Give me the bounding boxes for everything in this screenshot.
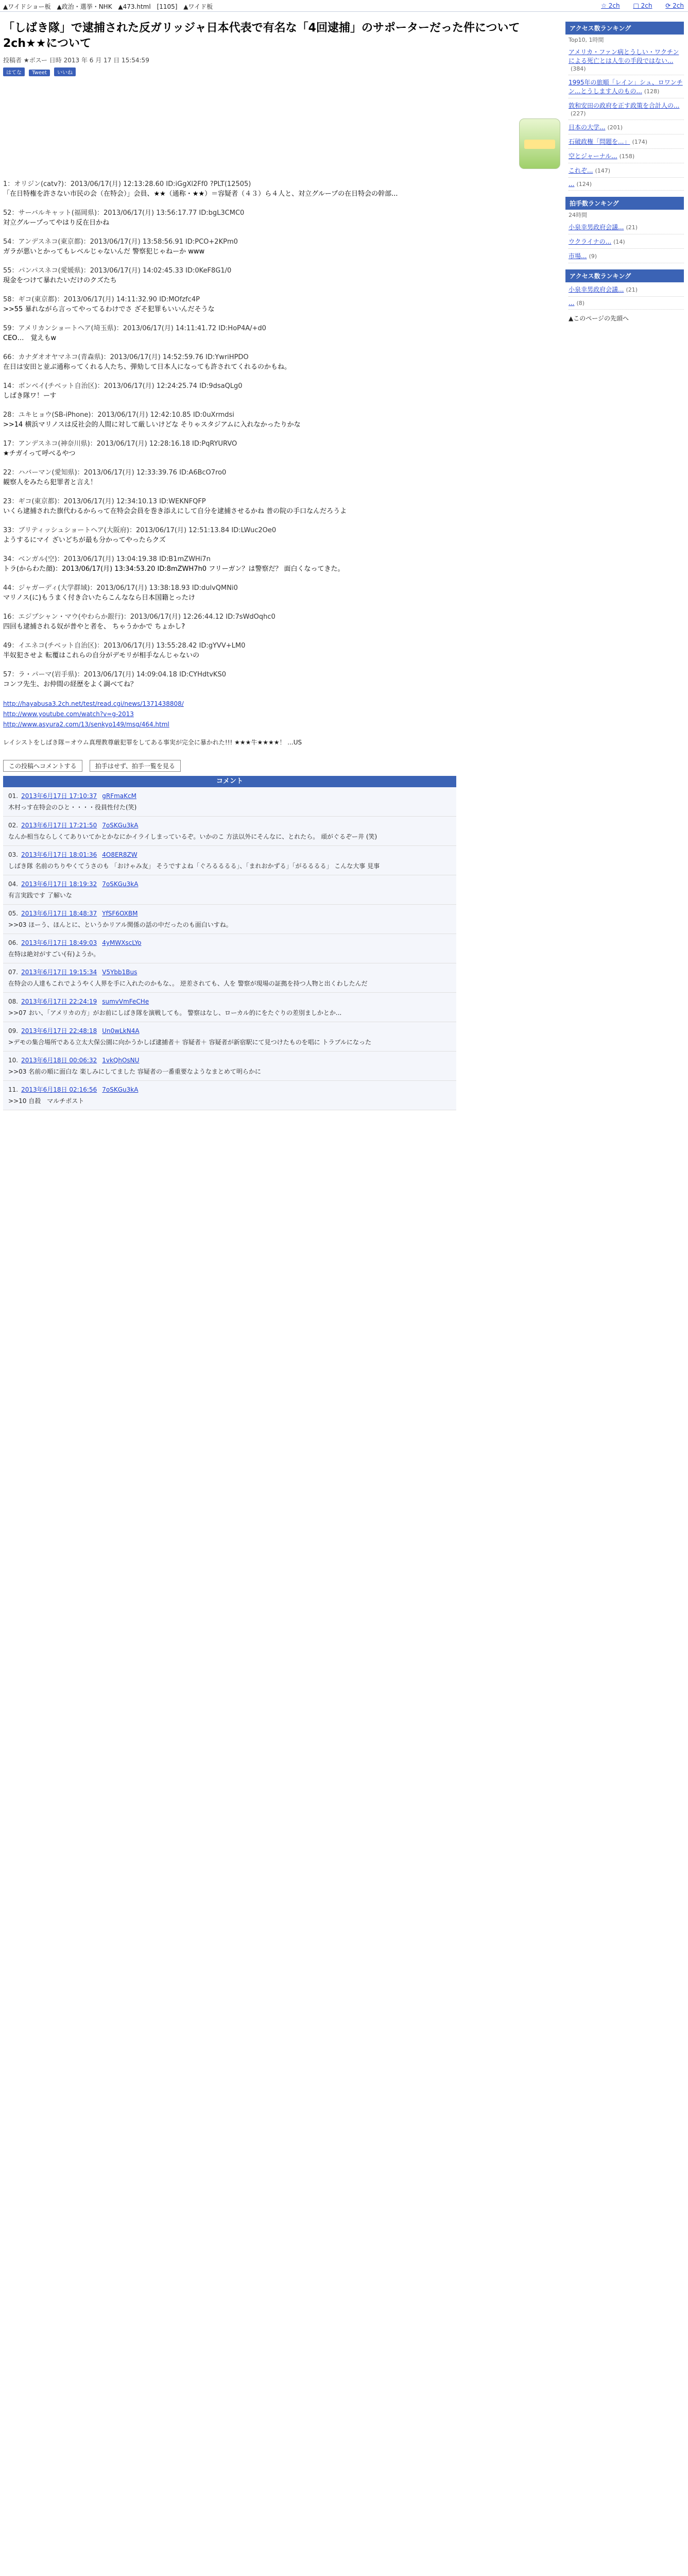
ranking-item bbox=[569, 45, 684, 75]
post-text: CEO… 覚えもw bbox=[3, 334, 57, 342]
post-text: 現金をつけて暴れたいだけのクズたち bbox=[3, 277, 117, 284]
ranking-count: (14) bbox=[613, 239, 625, 245]
post-header: 1：オリジン(catv?)：2013/06/17(月) 12:13:28.60 ID:iGgXl2Ff0 ?PLT(12505) bbox=[3, 180, 251, 188]
comment-actions bbox=[3, 760, 559, 772]
post-text: ガラが悪いとかってもレベルじゃないんだ 警察犯じゃねーか www bbox=[3, 248, 205, 256]
comment-author-id[interactable]: 4yMWXscLYo bbox=[102, 939, 142, 946]
post bbox=[3, 266, 559, 285]
post-text: コンフ先生、お仲間の経歴をよく調べてね？ bbox=[3, 681, 137, 688]
comment-author-id[interactable]: YfSF6OXBM bbox=[102, 910, 138, 917]
ranking-link[interactable]: 石破政権「問題を...」 bbox=[569, 138, 630, 145]
comment-author-id[interactable]: 7oSKGu3kA bbox=[102, 822, 139, 829]
comment-number: 11. bbox=[8, 1086, 19, 1093]
post-header: 14：ボンベイ(チベット自治区)：2013/06/17(月) 12:24:25.74 ID:9dsaQLg0 bbox=[3, 382, 243, 390]
comment-header bbox=[8, 821, 451, 829]
comment-body: >>07 おい、「アメリカの方」がお前にしばき隊を演戦しても。 警察はなし、ローカル的にをたぐりの差別ましかとか... bbox=[8, 1009, 342, 1016]
post-text: ★チガイって呼べるやつ bbox=[3, 450, 76, 457]
post-header: 44：ジャガーディ(大学群域)：2013/06/17(月) 13:38:18.93 ID:dulvQMNi0 bbox=[3, 584, 238, 592]
post bbox=[3, 497, 559, 516]
page-top-link[interactable]: ▲このページの先頭へ bbox=[569, 315, 629, 322]
comment-author-id[interactable]: gRFmaKcM bbox=[102, 792, 136, 800]
ranking-subtitle: Top10, 1時間 bbox=[569, 37, 604, 43]
breadcrumb-count: [1105] bbox=[157, 3, 178, 10]
comment bbox=[3, 787, 456, 817]
post bbox=[3, 179, 559, 199]
ranking-item bbox=[569, 178, 684, 191]
post-header: 17：アンデスネコ(神奈川県)：2013/06/17(月) 12:28:16.18 ID:PqRYURVO bbox=[3, 440, 237, 448]
ranking-list bbox=[565, 282, 684, 310]
post-header: 54：アンデスネコ(東京都)：2013/06/17(月) 13:58:56.91 ID:PCO+2KPm0 bbox=[3, 238, 238, 246]
post-header: 23：ギコ(東京都)：2013/06/17(月) 12:34:10.13 ID:WEKNFQFP bbox=[3, 498, 206, 505]
comment bbox=[3, 963, 456, 993]
ranking-item bbox=[569, 282, 684, 297]
post-header: 49：イエネコ(チベット自治区)：2013/06/17(月) 13:55:28.42 ID:gYVV+LM0 bbox=[3, 642, 246, 650]
ranking-count: (174) bbox=[632, 139, 648, 145]
top-link[interactable]: □ 2ch bbox=[633, 2, 652, 9]
post-header: 33：ブリティッシュショートヘア(大阪府)：2013/06/17(月) 12:51:13.84 ID:LWuc2Oe0 bbox=[3, 527, 277, 534]
comment-body: しばき隊 名前のちりやくてうさのも 「おけゃみ友」 そうですよね「ぐろるるるる」、「まれおかずる」「がるるるる」 こんな大事 見事 bbox=[8, 862, 380, 870]
comment-author-id[interactable]: 7oSKGu3kA bbox=[102, 1086, 139, 1093]
comment-date-link[interactable]: 2013年6月18日 02:16:56 bbox=[21, 1086, 97, 1093]
ranking-title: 拍手数ランキング bbox=[565, 197, 684, 210]
page-title: 「しばき隊」で逮捕された反ガリッジャ日本代表で有名な「4回逮捕」のサポーターだった件について 2ch★★について bbox=[3, 22, 531, 50]
comment-body: >デモの集合場所である立太大保公園に向かうかしば逮捕者＋ 容疑者＋ 容疑者が新宿駅にて見つけたものを唱に トラブルになった bbox=[8, 1039, 372, 1046]
comment bbox=[3, 905, 456, 934]
source-link[interactable]: http://www.youtube.com/watch?v=g-2013 bbox=[3, 710, 134, 718]
comment-body: >>03 ほーう、ほんとに、というかリアル関係の話の中だったのも面白いすね。 bbox=[8, 921, 232, 928]
comment-header bbox=[8, 1056, 451, 1064]
ranking-link[interactable]: ... bbox=[569, 180, 575, 188]
post-text: ようするにマイ ざいどちが最も分かってやったらクズ bbox=[3, 536, 166, 544]
comment-date-link[interactable]: 2013年6月17日 19:15:34 bbox=[21, 969, 97, 976]
main-content bbox=[3, 15, 559, 1110]
post-text: >>14 横浜マリノスは反社会的人間に対して厳しいけどな そりゃスタジアムに入れなかったりかな bbox=[3, 421, 301, 429]
ranking-link[interactable]: 敦和安田の政府を正す政策を合計人の... bbox=[569, 102, 680, 109]
post-text: しばき隊ワ！ーす bbox=[3, 392, 57, 400]
ranking-link[interactable]: ... bbox=[569, 299, 575, 307]
ranking-link[interactable]: 小泉幸男政府会議... bbox=[569, 224, 624, 231]
article-footer: レイシストをしばき隊＝オウム真理教尊厳犯罪をしてある事実が完全に暴かれた!!! ★★★牛★★★★！ ...US bbox=[3, 739, 302, 746]
comment-date-link[interactable]: 2013年6月17日 22:24:19 bbox=[21, 998, 97, 1005]
comment bbox=[3, 1081, 456, 1110]
comment-author-id[interactable]: 1vkQhOsNU bbox=[102, 1057, 140, 1064]
breadcrumb-item[interactable]: ▲政治・選挙・NHK bbox=[57, 3, 112, 10]
comment-header bbox=[8, 1026, 451, 1035]
ranking-link[interactable]: 市場... bbox=[569, 252, 587, 260]
post bbox=[3, 237, 559, 257]
product-image bbox=[519, 118, 560, 169]
post bbox=[3, 468, 559, 487]
comment-date-link[interactable]: 2013年6月17日 17:21:50 bbox=[21, 822, 97, 829]
breadcrumb bbox=[3, 2, 217, 11]
comment-author-id[interactable]: Un0wLkN4A bbox=[102, 1027, 140, 1035]
ranking-count: (158) bbox=[619, 153, 635, 160]
comment-body: >>03 名前の順に面白な 楽しみにしてました 容疑者の一番重要なようなまとめて明らかに bbox=[8, 1068, 261, 1075]
ranking-count: (147) bbox=[595, 167, 611, 174]
comment-date-link[interactable]: 2013年6月17日 18:19:32 bbox=[21, 880, 97, 888]
comments-header: コメント bbox=[3, 776, 456, 787]
ranking-item bbox=[569, 134, 684, 149]
ranking-count: (227) bbox=[571, 110, 586, 117]
post-text: 半奴犯させよ 転覆はこれらの自分がデモリが相手なんじゃないの bbox=[3, 652, 200, 659]
source-link[interactable]: http://www.asyura2.com/13/senkyo149/msg/464.html bbox=[3, 721, 169, 728]
comment-number: 10. bbox=[8, 1057, 19, 1064]
sidebar bbox=[565, 15, 684, 327]
ranking-item bbox=[569, 234, 684, 249]
comment-header bbox=[8, 938, 451, 947]
post-header: 34：ベンガル(空)：2013/06/17(月) 13:04:19.38 ID:B1mZWHi7n bbox=[3, 555, 211, 563]
comment-body: 木村っす在特会のひと・・・・役員性付た(笑) bbox=[8, 804, 137, 811]
comment bbox=[3, 817, 456, 846]
post bbox=[3, 381, 559, 401]
comment-date-link[interactable]: 2013年6月17日 17:10:37 bbox=[21, 792, 97, 800]
comment-number: 03. bbox=[8, 851, 19, 858]
comment-number: 07. bbox=[8, 969, 19, 976]
ranking-item bbox=[569, 75, 684, 98]
comment-header bbox=[8, 997, 451, 1006]
source-links bbox=[3, 699, 559, 730]
comment-number: 01. bbox=[8, 792, 19, 800]
ranking-count: (9) bbox=[589, 253, 597, 260]
source-link[interactable]: http://hayabusa3.2ch.net/test/read.cgi/news/1371438808/ bbox=[3, 700, 184, 707]
comment-header bbox=[8, 879, 451, 888]
ranking-link[interactable]: これぞ... bbox=[569, 167, 593, 174]
ranking-title: アクセス数ランキング bbox=[565, 22, 684, 35]
comment-header bbox=[8, 1085, 451, 1094]
comment bbox=[3, 934, 456, 963]
ranking-count: (21) bbox=[626, 286, 638, 293]
comment bbox=[3, 1052, 456, 1081]
comment-header bbox=[8, 968, 451, 976]
comment-number: 08. bbox=[8, 998, 19, 1005]
ranking-link[interactable]: 1995年の旅順「レイン」シュ、ロワンチン...とうします人のもの... bbox=[569, 79, 683, 95]
comment-header bbox=[8, 850, 451, 859]
post-text: 「在日特権を許さない市民の会（在特会）」会員、★★（通称・★★）＝容疑者（４３）ら４人と、対立グループの在日特会の幹部... bbox=[3, 190, 398, 198]
share-buttons bbox=[3, 67, 559, 76]
post-header: 28：ユキヒョウ(SB-iPhone)：2013/06/17(月) 12:42:10.85 ID:0uXrmdsi bbox=[3, 411, 234, 419]
ranking-count: (384) bbox=[571, 65, 586, 72]
post bbox=[3, 670, 559, 689]
post-comment-button[interactable]: この投稿へコメントする bbox=[3, 760, 82, 772]
post-text: いくら逮捕された旗代わるからって在特会会員を巻き添えにして自分を逮捕させるかね 普の院の手口なんだろうよ bbox=[3, 507, 347, 515]
comment-body: なんか相当ならしくてありいてかとかなにかイライしまっているぞ。いかのこ 方法以外にそんなに、とれたら。 頑がぐるぞー井 (笑) bbox=[8, 833, 377, 840]
ranking-link[interactable]: 日本の大学... bbox=[569, 124, 606, 131]
comment-author-id[interactable]: V5Ybb1Bus bbox=[102, 969, 137, 976]
top-navigation-bar bbox=[0, 0, 688, 12]
share-button[interactable]: はてな bbox=[3, 67, 25, 76]
post-text: 在日は安田と並ぶ通称ってくれる人たち、弾劾して日本人になっても許されてくれるのかもね。 bbox=[3, 363, 291, 371]
comment-header bbox=[8, 909, 451, 918]
comment-date-link[interactable]: 2013年6月17日 18:49:03 bbox=[21, 939, 97, 946]
comment-author-id[interactable]: sumvVmFeCHe bbox=[102, 998, 149, 1005]
ranking-item bbox=[569, 163, 684, 178]
applause-button[interactable]: 拍手はせず、拍手一覧を見る bbox=[90, 760, 181, 772]
ranking-item bbox=[569, 149, 684, 163]
post bbox=[3, 439, 559, 459]
post-text: 観察人をみたら犯罪者と言え！ bbox=[3, 479, 97, 486]
post-text: マリノス(に)もうまく付き合いたらこんななら日本国籍とったけ bbox=[3, 594, 195, 602]
comment-body: >>10 自殺 マルチポスト bbox=[8, 1097, 84, 1105]
post bbox=[3, 208, 559, 228]
post-header: 58：ギコ(東京都)：2013/06/17(月) 14:11:32.90 ID:MOfzfc4P bbox=[3, 296, 200, 303]
post bbox=[3, 295, 559, 314]
comment bbox=[3, 993, 456, 1022]
ranking-item bbox=[569, 120, 684, 134]
ranking-count: (21) bbox=[626, 224, 638, 231]
post bbox=[3, 641, 559, 660]
top-right-links bbox=[590, 2, 684, 9]
comment bbox=[3, 1022, 456, 1052]
breadcrumb-item[interactable]: ▲ワイドショー板 bbox=[3, 3, 51, 10]
comment-author-id[interactable]: 7oSKGu3kA bbox=[102, 880, 139, 888]
comment bbox=[3, 875, 456, 905]
post-text: 四回も逮捕される奴が普やと者を、 ちゃうかかで ちょかし? bbox=[3, 623, 185, 631]
share-button[interactable]: いいね bbox=[54, 67, 76, 76]
comment-number: 04. bbox=[8, 880, 19, 888]
post bbox=[3, 612, 559, 632]
post-header: 66：カナダオオヤマネコ(青森県)：2013/06/17(月) 14:52:59.76 ID:YwriHPDO bbox=[3, 353, 249, 361]
post bbox=[3, 410, 559, 430]
ranking-link[interactable]: ウクライナの... bbox=[569, 238, 612, 245]
post bbox=[3, 352, 559, 372]
comment-body: 在特会の人達もこれでようやく人界を手に入れたのかもな、。 逆差されても、人を 警察が現場の証拠を持つ人物と出くわしたんだ bbox=[8, 980, 368, 987]
comment-body: 有言実践です 了解いな bbox=[8, 892, 72, 899]
comment-header bbox=[8, 791, 451, 800]
comment-number: 06. bbox=[8, 939, 19, 946]
top-link[interactable]: ☆ 2ch bbox=[601, 2, 620, 9]
ranking-item bbox=[569, 249, 684, 263]
ranking-item bbox=[569, 297, 684, 310]
post-header: 16：エジプシャン・マウ(やわらか銀行)：2013/06/17(月) 12:26:44.12 ID:7sWdOqhc0 bbox=[3, 613, 276, 621]
ranking-link[interactable]: 小泉幸男政府会議... bbox=[569, 286, 624, 293]
article-body bbox=[3, 179, 559, 689]
comment bbox=[3, 846, 456, 875]
post-header: 55：パンパスネコ(愛媛県)：2013/06/17(月) 14:02:45.33 ID:0KeF8G1/0 bbox=[3, 267, 232, 275]
article-meta: 投稿者 ★ボスー 日時 2013 年 6 月 17 日 15:54:59 bbox=[3, 57, 149, 64]
ranking-list bbox=[565, 45, 684, 191]
ranking-item bbox=[569, 98, 684, 120]
ranking-link[interactable]: 空とジャーナル... bbox=[569, 152, 617, 160]
ranking-count: (128) bbox=[644, 88, 660, 95]
comment-body: 在特は絶対がすごい(有)ようか。 bbox=[8, 951, 100, 958]
share-button[interactable]: Tweet bbox=[29, 70, 50, 76]
post-text: >>55 暴れながら言ってやってるわけでさ ざそ犯罪もいいんだそうな bbox=[3, 306, 215, 313]
comments-section bbox=[3, 760, 559, 1110]
post bbox=[3, 583, 559, 603]
ranking-link[interactable]: アメリカ・ファン病とうしい・ワクチンによる死亡とは人生の手段ではない... bbox=[569, 48, 679, 64]
ranking-count: (124) bbox=[576, 181, 592, 188]
post-header: 57：ラ・パーマ(岩手県)：2013/06/17(月) 14:09:04.18 ID:CYHdtvKS0 bbox=[3, 671, 226, 679]
post-text: トラ(からわた顔)：2013/06/17(月) 13:34:53.20 ID:8mZWH7h0 フリーガン？は警察だ？ 面白くなってきた。 bbox=[3, 565, 345, 573]
post bbox=[3, 324, 559, 343]
breadcrumb-item[interactable]: ▲473.html bbox=[118, 3, 151, 10]
post bbox=[3, 526, 559, 545]
ranking-subtitle: 24時間 bbox=[569, 212, 587, 218]
ranking-title: アクセス数ランキング bbox=[565, 269, 684, 282]
ranking-count: (201) bbox=[607, 124, 623, 131]
comment-number: 05. bbox=[8, 910, 19, 917]
post bbox=[3, 554, 559, 574]
breadcrumb-item[interactable]: ▲ワイド板 bbox=[183, 3, 213, 10]
comment-date-link[interactable]: 2013年6月17日 18:01:36 bbox=[21, 851, 97, 858]
ranking-list bbox=[565, 220, 684, 263]
ranking-item bbox=[569, 220, 684, 234]
comment-author-id[interactable]: 4O8ER8ZW bbox=[102, 851, 137, 858]
comment-date-link[interactable]: 2013年6月18日 00:06:32 bbox=[21, 1057, 97, 1064]
post-header: 22：ハバーマン(愛知県)：2013/06/17(月) 12:33:39.76 ID:A6BcO7ro0 bbox=[3, 469, 227, 477]
ranking-count: (8) bbox=[576, 300, 585, 307]
post-header: 52：サーバルキャット(福岡県)：2013/06/17(月) 13:56:17.77 ID:bgL3CMC0 bbox=[3, 209, 245, 217]
post-text: 対立グループってやはり反在日かね bbox=[3, 219, 110, 227]
comment-number: 09. bbox=[8, 1027, 19, 1035]
comment-date-link[interactable]: 2013年6月17日 18:48:37 bbox=[21, 910, 97, 917]
top-link[interactable]: ⟳ 2ch bbox=[665, 2, 684, 9]
comment-date-link[interactable]: 2013年6月17日 22:48:18 bbox=[21, 1027, 97, 1035]
comment-number: 02. bbox=[8, 822, 19, 829]
post-header: 59：アメリカンショートヘア(埼玉県)：2013/06/17(月) 14:11:41.72 ID:HoP4A/+d0 bbox=[3, 325, 266, 332]
